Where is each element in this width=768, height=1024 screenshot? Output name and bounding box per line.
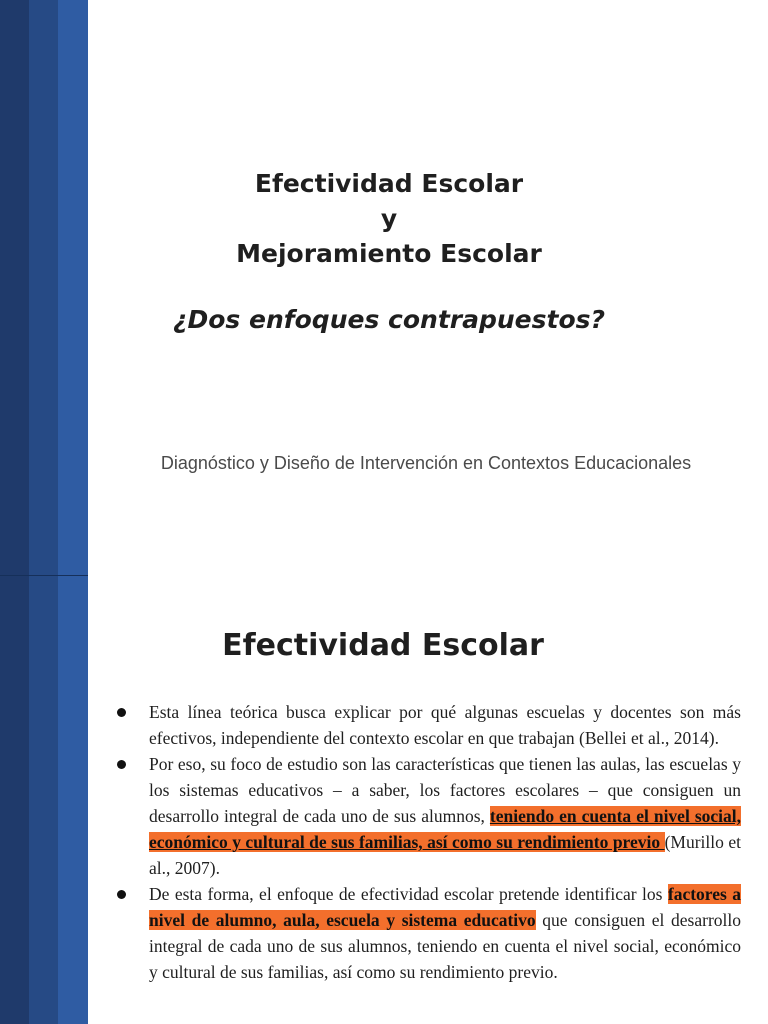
slide-heading: Efectividad Escolar xyxy=(222,628,544,663)
slide-efectividad xyxy=(0,576,768,1024)
title-line-3: Mejoramiento Escolar xyxy=(236,239,542,268)
bullet-text: Por eso, su foco de estudio son las características que tienen las aulas, las escuelas y los sistemas educativos – a saber, los factores escolares – que consiguen un desarrollo integral de cada uno de sus alumnos, xyxy=(149,754,741,826)
bullet-text-continued: que consiguen el desarrollo integral de cada uno de sus alumnos, teniendo en cuenta el nivel social, económico y cultural de sus familias, así como su rendimiento previo. xyxy=(149,910,742,982)
bullet-item xyxy=(114,699,741,751)
bullet-text: De esta forma, el enfoque de efectividad escolar pretende identificar los xyxy=(149,884,668,904)
citation-text: (Murillo et al., 2007). xyxy=(149,832,741,878)
bullet-item xyxy=(114,881,741,985)
course-name: Diagnóstico y Diseño de Intervención en Contextos Educacionales xyxy=(160,453,692,473)
bullet-dot-icon xyxy=(117,708,126,717)
sidebar-stripe-light xyxy=(58,576,88,1024)
title-line-2: y xyxy=(380,204,398,233)
slide-title-text xyxy=(88,166,690,271)
bullet-dot-icon xyxy=(117,760,126,769)
sidebar-stripe-mid xyxy=(29,576,58,1024)
bullet-item xyxy=(114,751,741,881)
slide-subtitle: ¿Dos enfoques contrapuestos? xyxy=(172,305,606,334)
sidebar-stripe-dark xyxy=(0,576,29,1024)
title-line-1: Efectividad Escolar xyxy=(254,169,524,198)
highlighted-text: factores a nivel de alumno, aula, escuela y sistema educativo xyxy=(149,884,742,930)
sidebar-stripe-dark xyxy=(0,0,29,576)
bullet-dot-icon xyxy=(117,890,126,899)
sidebar-stripe-mid xyxy=(29,0,58,576)
sidebar-stripe-light xyxy=(58,0,88,576)
highlighted-text: teniendo en cuenta el nivel social, económico y cultural de sus familias, así como su rendimiento previo xyxy=(149,806,741,852)
bullet-text: Esta línea teórica busca explicar por qué algunas escuelas y docentes son más efectivos, independiente del contexto escolar en que trabajan (Bellei et al., 2014). xyxy=(149,702,741,748)
bullet-list xyxy=(114,699,741,985)
